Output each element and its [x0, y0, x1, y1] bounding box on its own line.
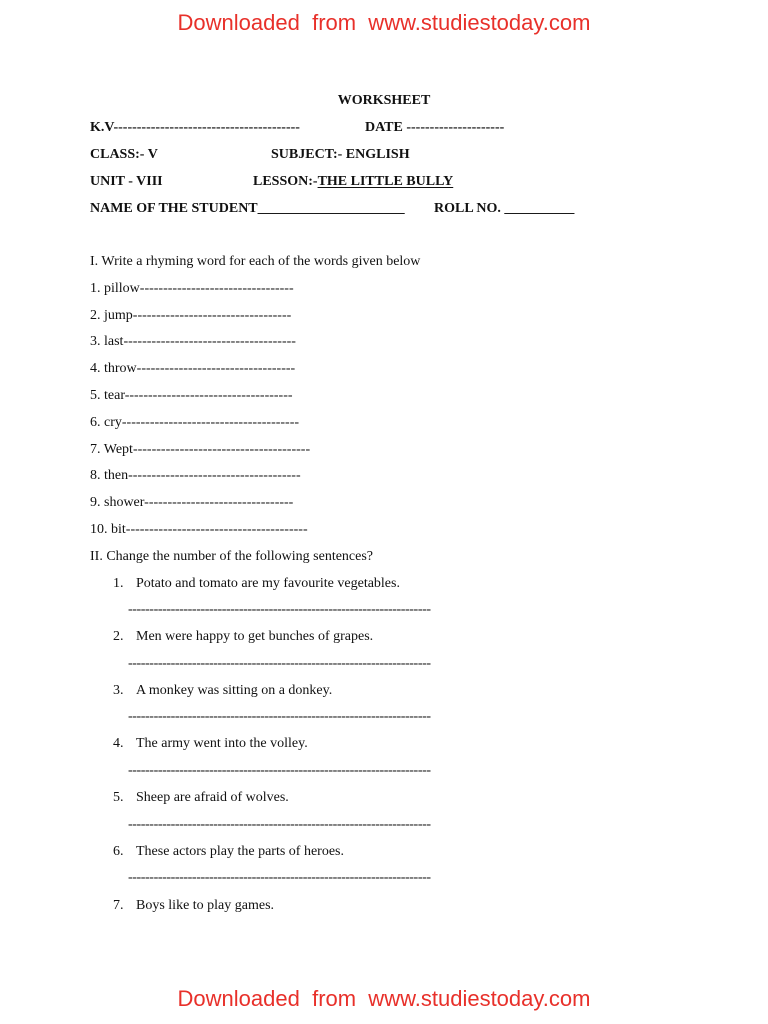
answer-line: ----------------------------------------------------------------------- — [128, 709, 431, 724]
download-banner-top: Downloaded from www.studiestoday.com — [177, 10, 591, 35]
sentence-text: The army went into the volley. — [136, 736, 308, 751]
subject-field: SUBJECT:- ENGLISH — [271, 147, 410, 162]
sentence-number: 7. — [113, 898, 124, 913]
worksheet-title: WORKSHEET — [337, 93, 431, 108]
download-banner-bottom: Downloaded from www.studiestoday.com — [177, 986, 591, 1011]
lesson-field — [253, 173, 453, 191]
rhyme-item: 2. jump---------------------------------- — [90, 308, 292, 323]
roll-number-field: ROLL NO. __________ — [434, 201, 575, 216]
answer-line: ----------------------------------------------------------------------- — [128, 763, 431, 778]
sentence-text: Potato and tomato are my favourite vegetables. — [136, 576, 400, 591]
sentence-number: 6. — [113, 844, 124, 859]
student-name-field: NAME OF THE STUDENT_____________________ — [90, 201, 405, 216]
sentence-number: 3. — [113, 683, 124, 698]
answer-line: ----------------------------------------------------------------------- — [128, 817, 431, 832]
rhyme-item: 5. tear------------------------------------ — [90, 388, 293, 403]
sentence-text: A monkey was sitting on a donkey. — [136, 683, 333, 698]
class-field: CLASS:- V — [90, 147, 158, 162]
date-field: DATE --------------------- — [365, 120, 505, 135]
lesson-name: THE LITTLE BULLY — [317, 174, 454, 189]
rhyme-item: 9. shower-------------------------------- — [90, 495, 294, 510]
unit-field: UNIT - VIII — [90, 174, 163, 189]
answer-line: ----------------------------------------------------------------------- — [128, 656, 431, 671]
sentence-text: Boys like to play games. — [136, 898, 275, 913]
rhyme-item: 7. Wept-------------------------------------- — [90, 442, 311, 457]
rhyme-item: 8. then------------------------------------- — [90, 468, 301, 483]
sentence-number: 2. — [113, 629, 124, 644]
sentence-number: 4. — [113, 736, 124, 751]
rhyme-item: 6. cry-------------------------------------- — [90, 415, 300, 430]
sentence-number: 1. — [113, 576, 124, 591]
sentence-text: These actors play the parts of heroes. — [136, 844, 344, 859]
sentence-number: 5. — [113, 790, 124, 805]
sentence-text: Men were happy to get bunches of grapes. — [136, 629, 374, 644]
section-two-heading: II. Change the number of the following sentences? — [90, 549, 374, 564]
answer-line: ----------------------------------------------------------------------- — [128, 602, 431, 617]
lesson-prefix: LESSON:- — [253, 174, 318, 189]
rhyme-item: 3. last------------------------------------- — [90, 334, 296, 349]
sentence-text: Sheep are afraid of wolves. — [136, 790, 289, 805]
section-one-heading: I. Write a rhyming word for each of the words given below — [90, 254, 421, 269]
rhyme-item: 1. pillow--------------------------------- — [90, 281, 294, 296]
kv-field: K.V---------------------------------------- — [90, 120, 300, 135]
rhyme-item: 10. bit--------------------------------------- — [90, 522, 308, 537]
answer-line: ----------------------------------------------------------------------- — [128, 870, 431, 885]
rhyme-item: 4. throw---------------------------------- — [90, 361, 296, 376]
